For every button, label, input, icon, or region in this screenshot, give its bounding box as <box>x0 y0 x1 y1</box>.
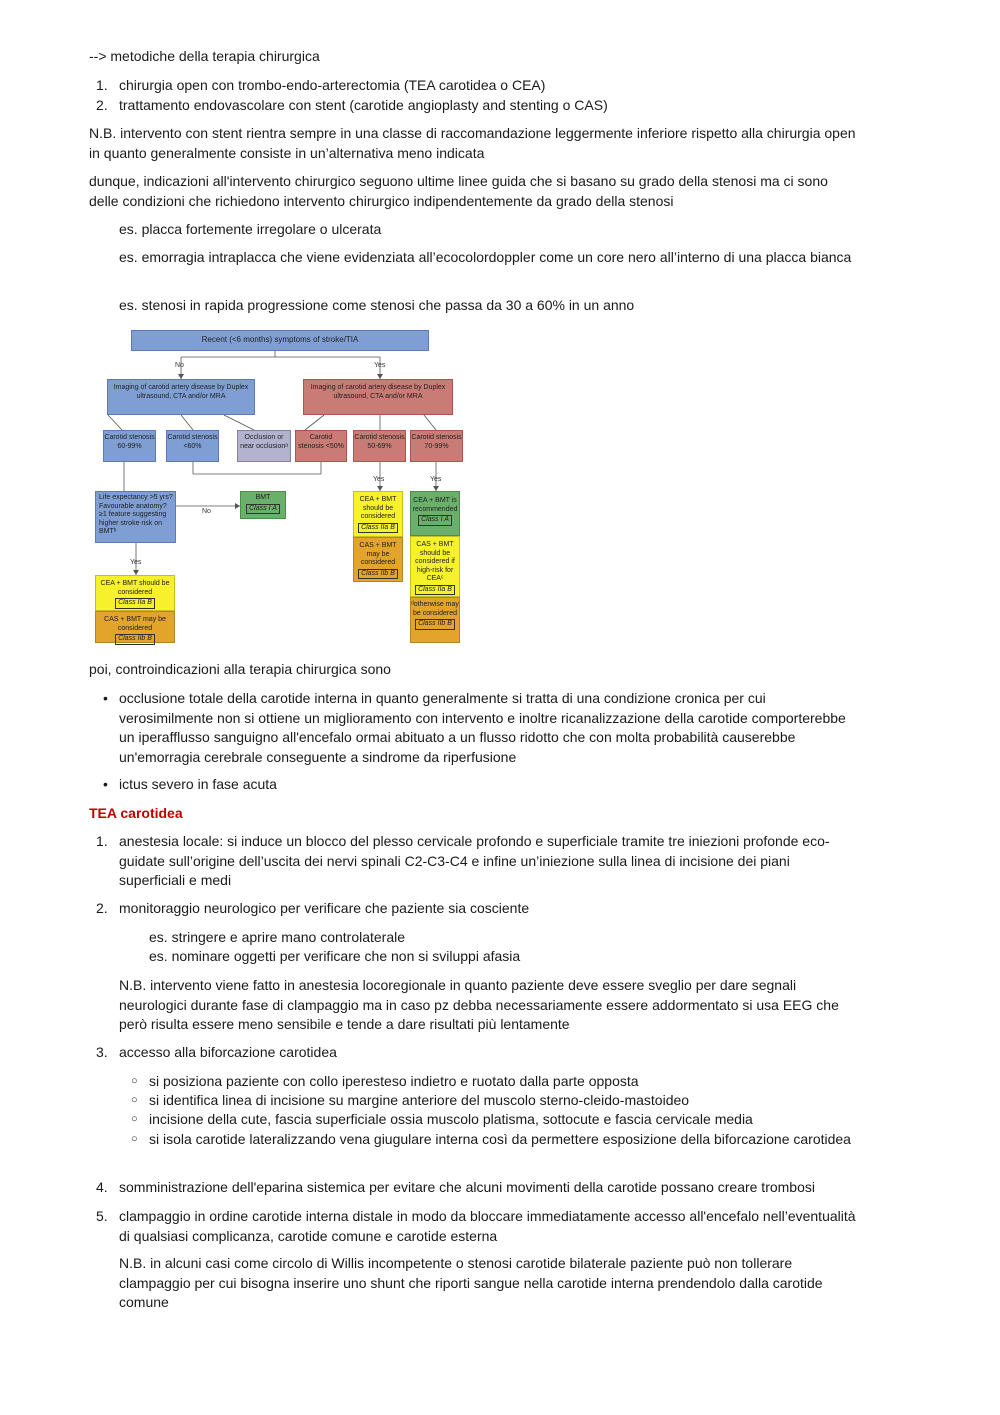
cas-box-middle <box>353 537 403 582</box>
bullet-mark: • <box>103 690 108 706</box>
contraindications-intro: poi, controindicazioni alla terapia chirurgica sono <box>89 661 391 677</box>
tea-step: somministrazione dell'eparina sistemica per evitare che alcuni movimenti della carotide possano creare trombosi <box>119 1179 815 1195</box>
tea-step: accesso alla biforcazione carotidea <box>119 1044 337 1060</box>
step-nb: N.B. in alcuni casi come circolo di Willis incompetente o stenosi carotide bilaterale paziente può non tollerare clampaggio per cui bisogna inserire uno shunt che riporti sangue nella carotide interna prendendolo dalla carotide comune <box>119 1255 823 1310</box>
bmt-label: BMT <box>255 494 271 501</box>
flowchart-label-yes: Yes <box>430 476 442 483</box>
stenosis-box-50-69: Carotid stenosis 50-69% <box>353 430 406 462</box>
contraindication-item: occlusione totale della carotide interna in quanto generalmente si tratta di una condizione cronica per cui verosimilmente non si ottiene un miglioramento con intervento e inoltre ricanalizzazione della carotide comporterebbe un iperafflusso sanguigno all'encefalo ormai abituato a un flusso ridotto che con molta probabilità causerebbe un'emorragia cerebrale conseguente a sindrome da riperfusione <box>119 690 846 765</box>
flowchart-label-yes: Yes <box>130 559 142 566</box>
flowchart-label-no: No <box>202 508 211 515</box>
step-example: es. nominare oggetti per verificare che non si sviluppi afasia <box>149 948 521 964</box>
list-number: 2. <box>96 900 108 916</box>
cea-right-text: CEA + BMT is recommended <box>412 497 458 513</box>
cas-middle-class: Class IIb B <box>358 569 398 580</box>
tea-step: clampaggio in ordine carotide interna distale in modo da bloccare immediatamente accesso all'encefalo nell’eventualità di qualsiasi complicanza, carotide comune e carotide esterna <box>119 1208 856 1244</box>
indications-paragraph: dunque, indicazioni all'intervento chirurgico seguono ultime linee guida che si basano su grado della stenosi ma ci sono delle condizioni che richiedono intervento chirurgico indipendentemente da grado della stenosi <box>89 173 828 209</box>
cea-left-text: CEA + BMT should be considered <box>100 580 170 596</box>
method-item: trattamento endovascolare con stent (carotide angioplasty and stenting o CAS) <box>119 97 608 113</box>
cas-left-text: CAS + BMT may be considered <box>104 616 166 632</box>
circle-bullet: ○ <box>131 1094 138 1106</box>
list-number: 3. <box>96 1044 108 1060</box>
list-number: 1. <box>96 77 108 93</box>
list-number: 2. <box>96 97 108 113</box>
cea-middle-class: Class IIa B <box>358 523 398 534</box>
cea-right-class: Class I A <box>418 515 452 526</box>
example-item: es. placca fortemente irregolare o ulcerata <box>119 221 382 237</box>
imaging-box-left: Imaging of carotid artery disease by Duplex ultrasound, CTA and/or MRA <box>107 379 255 415</box>
cas-middle-text: CAS + BMT may be considered <box>359 542 397 566</box>
circle-bullet: ○ <box>131 1113 138 1125</box>
stenosis-box-lt50: Carotid stenosis <50% <box>295 430 347 462</box>
contraindication-item: ictus severo in fase acuta <box>119 776 277 792</box>
otherwise-box-right <box>410 597 460 643</box>
stenosis-box-lt60: Carotid stenosis <60% <box>166 430 219 462</box>
stenosis-box-60-99: Carotid stenosis 60-99% <box>103 430 156 462</box>
substep-item: si isola carotide lateralizzando vena giugulare interna così da permettere esposizione della biforcazione carotidea <box>149 1131 851 1147</box>
list-number: 1. <box>96 833 108 849</box>
cea-middle-text: CEA + BMT should be considered <box>359 496 397 520</box>
cea-box-right <box>410 491 460 536</box>
section-heading-tea: TEA carotidea <box>89 805 183 821</box>
tea-step: anestesia locale: si induce un blocco del plesso cervicale profondo e superficiale tramite tre iniezioni profonde eco-guidate sull’origine dell’uscita dei nervi spinali C2-C3-C4 e infine un’iniezione sulla linea di incisione dei piani superficiali e medi <box>119 833 830 888</box>
flowchart-top-box: Recent (<6 months) symptoms of stroke/TIA <box>131 330 429 351</box>
tea-step: monitoraggio neurologico per verificare che paziente sia cosciente <box>119 900 530 916</box>
otherwise-text: ᵈotherwise may be considered <box>411 601 459 617</box>
substep-item: si identifica linea di incisione su margine anteriore del muscolo sterno-cleido-mastoideo <box>149 1092 690 1108</box>
circle-bullet: ○ <box>131 1075 138 1087</box>
nb-paragraph: N.B. intervento con stent rientra sempre in una classe di raccomandazione leggermente inferiore rispetto alla chirurgia open in quanto generalmente consiste in un’alternativa meno indicata <box>89 125 856 161</box>
substep-item: si posiziona paziente con collo iperesteso indietro e ruotato dalla parte opposta <box>149 1073 639 1089</box>
step-nb: N.B. intervento viene fatto in anestesia locoregionale in quanto paziente deve essere sveglio per dare segnali neurologici durante fase di clampaggio ma in caso pz debba necessariamente essere addormentato si usa EEG che però risulta essere meno sensibile e tende a dare risultati più lentamente <box>119 977 839 1032</box>
intro-line: --> metodiche della terapia chirurgica <box>89 48 320 64</box>
guideline-flowchart <box>94 329 466 649</box>
occlusion-box: Occlusion or near occlusionᵃ <box>237 430 291 462</box>
circle-bullet: ○ <box>131 1133 138 1145</box>
flowchart-label-no: No <box>175 362 184 369</box>
imaging-box-right: Imaging of carotid artery disease by Duplex ultrasound, CTA and/or MRA <box>303 379 453 415</box>
bmt-class: Class I A <box>246 504 280 515</box>
life-expectancy-box: Life expectancy >5 yrs? Favourable anatomy? ≥1 feature suggesting higher stroke risk on BMTᵇ <box>95 491 176 543</box>
cea-box-left <box>95 575 175 611</box>
bmt-box <box>240 491 286 519</box>
cas-left-class: Class IIb B <box>115 634 155 645</box>
bullet-mark: • <box>103 776 108 792</box>
cas-right-text: CAS + BMT should be considered if high-risk for CEAᶜ <box>415 541 455 582</box>
cea-left-class: Class IIa B <box>115 598 155 609</box>
flowchart-label-yes: Yes <box>373 476 385 483</box>
example-item: es. emorragia intraplacca che viene evidenziata all’ecocolordoppler come un core nero all’interno di una placca bianca <box>119 249 852 265</box>
list-number: 5. <box>96 1208 108 1224</box>
list-number: 4. <box>96 1179 108 1195</box>
example-item: es. stenosi in rapida progressione come stenosi che passa da 30 a 60% in un anno <box>119 297 635 313</box>
method-item: chirurgia open con trombo-endo-arterectomia (TEA carotidea o CEA) <box>119 77 546 93</box>
step-example: es. stringere e aprire mano controlaterale <box>149 929 406 945</box>
substep-item: incisione della cute, fascia superficiale ossia muscolo platisma, sottocute e fascia cervicale media <box>149 1111 753 1127</box>
cas-box-left <box>95 611 175 643</box>
cas-right-class: Class IIa B <box>415 585 455 596</box>
otherwise-class: Class IIb B <box>415 619 455 630</box>
stenosis-box-70-99: Carotid stenosis 70-99% <box>410 430 463 462</box>
cas-box-right <box>410 536 460 597</box>
cea-box-middle <box>353 491 403 537</box>
flowchart-label-yes: Yes <box>374 362 386 369</box>
